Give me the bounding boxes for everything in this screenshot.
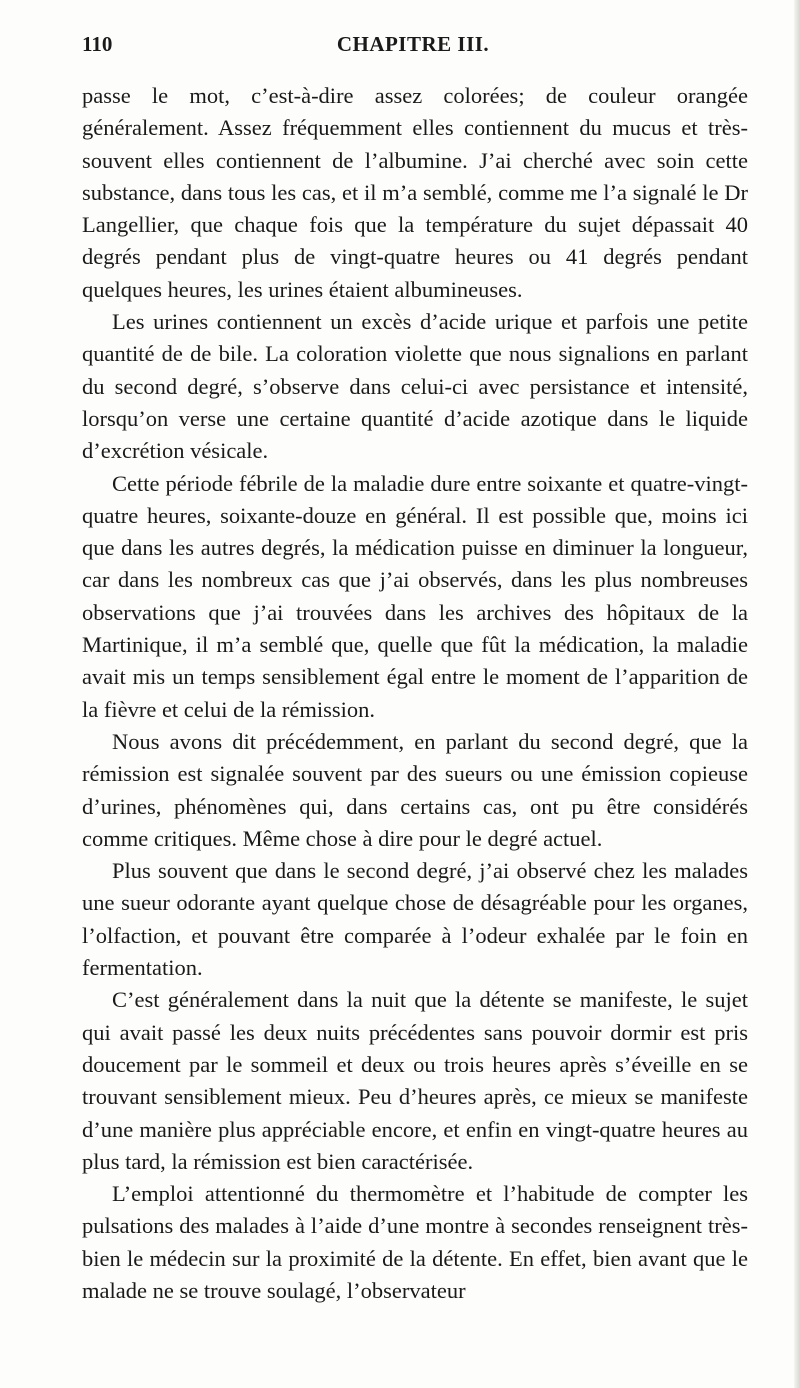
body-text xyxy=(82,80,748,1307)
paragraph-1: passe le mot, c’est-à-dire assez colorées; de couleur orangée généralement. Assez fréquemment elles contiennent du mucus et très-souvent elles contiennent de l’albumine. J’ai cherché avec soin cette substance, dans tous les cas, et il m’a semblé, comme me l’a signalé le Dr Langellier, que chaque fois que la température du sujet dépassait 40 degrés pendant plus de vingt-quatre heures ou 41 degrés pendant quelques heures, les urines étaient albumineuses. xyxy=(82,83,748,302)
paragraph-7: L’emploi attentionné du thermomètre et l’habitude de compter les pulsations des malades à l’aide d’une montre à secondes renseignent très-bien le médecin sur la proximité de la détente. En effet, bien avant que le malade ne se trouve soulagé, l’observateur xyxy=(82,1181,748,1303)
paragraph-3: Cette période fébrile de la maladie dure entre soixante et quatre-vingt-quatre heures, soixante-douze en général. Il est possible que, moins ici que dans les autres degrés, la médication puisse en diminuer la longueur, car dans les nombreux cas que j’ai observés, dans les plus nombreuses observations que j’ai trouvées dans les archives des hôpitaux de la Martinique, il m’a semblé que, quelle que fût la médication, la maladie avait mis un temps sensiblement égal entre le moment de l’apparition de la fièvre et celui de la rémission. xyxy=(82,470,748,722)
running-head: CHAPITRE III. xyxy=(336,32,490,56)
paragraph-4: Nous avons dit précédemment, en parlant du second degré, que la rémission est signalée souvent par des sueurs ou une émission copieuse d’urines, phénomènes qui, dans certains cas, ont pu être considérés comme critiques. Même chose à dire pour le degré actuel. xyxy=(82,728,748,851)
paragraph-6: C’est généralement dans la nuit que la détente se manifeste, le sujet qui avait passé les deux nuits précédentes sans pouvoir dormir est pris doucement par le sommeil et deux ou trois heures après s’éveille en se trouvant sensiblement mieux. Peu d’heures après, ce mieux se manifeste d’une manière plus appréciable encore, et enfin en vingt-quatre heures au plus tard, la rémission est bien caractérisée. xyxy=(82,987,748,1174)
page-number: 110 xyxy=(82,32,113,56)
paragraph-2: Les urines contiennent un excès d’acide urique et parfois une petite quantité de de bile. La coloration violette que nous signalions en parlant du second degré, s’observe dans celui-ci avec persistance et intensité, lorsqu’on verse une certaine quantité d’acide azotique dans le liquide d’excrétion vésicale. xyxy=(82,309,748,464)
page-header xyxy=(82,32,744,62)
page-edge-shadow xyxy=(794,0,800,1388)
paragraph-5: Plus souvent que dans le second degré, j’ai observé chez les malades une sueur odorante ayant quelque chose de désagréable pour les organes, l’olfaction, et pouvant être comparée à l’odeur exhalée par le foin en fermentation. xyxy=(82,858,748,981)
